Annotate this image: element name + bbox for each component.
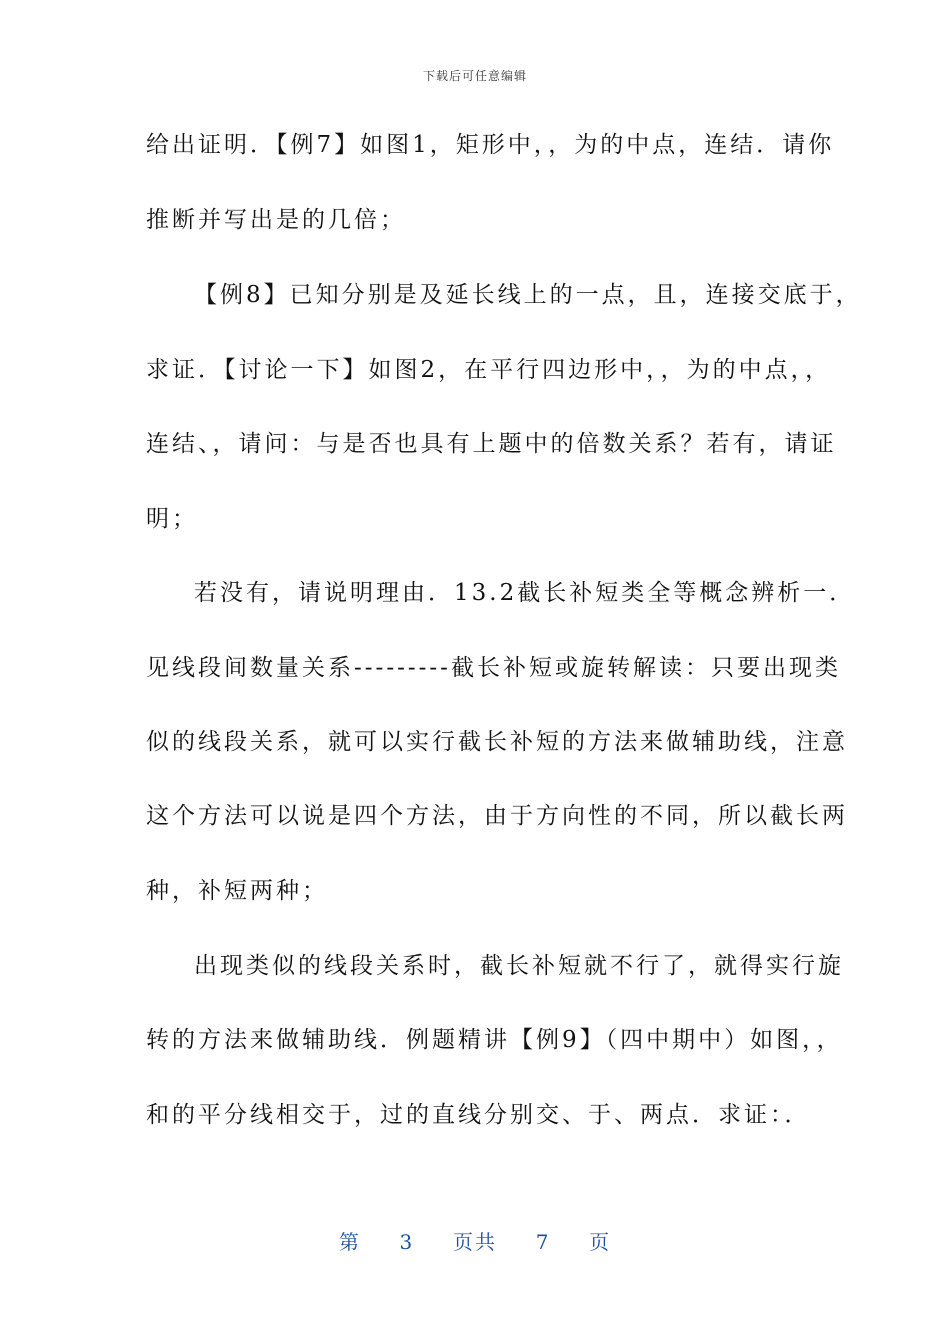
total-pages-number: 7	[535, 1230, 551, 1254]
current-page-number: 3	[399, 1230, 415, 1254]
text-line: 似的线段关系，就可以实行截长补短的方法来做辅助线，注意	[146, 729, 848, 755]
text-line: 明；	[146, 506, 198, 532]
text-line: 【例8】已知分别是及延长线上的一点，且，连接交底于，	[194, 282, 862, 308]
text-line: 给出证明．【例7】如图1，矩形中，，为的中点，连结．请你	[146, 132, 835, 158]
text-line: 出现类似的线段关系时，截长补短就不行了，就得实行旋	[194, 953, 844, 979]
text-line: 和的平分线相交于，过的直线分别交、于、两点．求证：．	[146, 1102, 811, 1128]
page-footer	[0, 1226, 950, 1255]
page-label-mid: 页共	[453, 1230, 497, 1254]
text-line: 连结、，请问：与是否也具有上题中的倍数关系？若有，请证	[146, 431, 837, 457]
text-line: 转的方法来做辅助线．例题精讲【例9】（四中期中）如图，，	[146, 1027, 843, 1053]
text-line: 求证．【讨论一下】如图2，在平行四边形中，，为的中点，，	[146, 357, 832, 383]
page-label-suffix: 页	[589, 1230, 612, 1254]
text-line: 见线段间数量关系---------截长补短或旋转解读：只要出现类	[146, 655, 841, 681]
page-label-prefix: 第	[338, 1230, 361, 1254]
text-line: 种，补短两种；	[146, 878, 328, 904]
text-line: 若没有，请说明理由．13.2截长补短类全等概念辨析一．	[194, 580, 856, 606]
text-line: 推断并写出是的几倍；	[146, 207, 406, 233]
header-note: 下载后可任意编辑	[422, 69, 527, 83]
text-line: 这个方法可以说是四个方法，由于方向性的不同，所以截长两	[146, 803, 848, 829]
